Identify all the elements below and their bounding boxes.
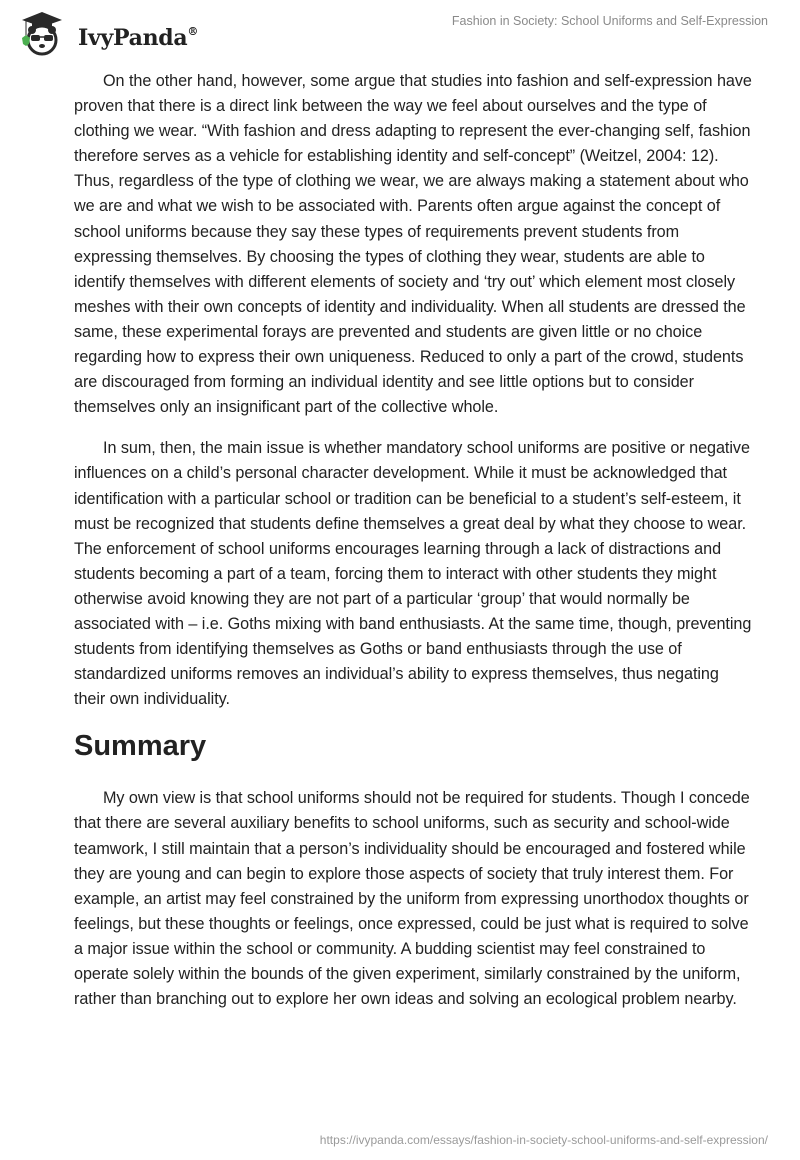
logo-wordmark: IvyPanda® — [78, 24, 199, 51]
section-heading-summary: Summary — [74, 730, 207, 763]
document-title: Fashion in Society: School Uniforms and Self-Expression — [451, 14, 768, 28]
panda-graduate-icon — [18, 8, 64, 61]
paragraph: On the other hand, however, some argue that studies into fashion and self-expression have proven that there is a direct link between the way we feel about ourselves and the type of clothing we wear. “With fashion and dress adapting to represent the ever-changing self, fashion therefore serves as a vehicle for establishing identity and self-concept” (Weitzel, 2004: 12). Thus, regardless of the type of clothing we wear, we are always making a statement about who we are and what we wish to be associated with. Parents often argue against the concept of school uniforms because they say these types of requirements prevent students from expressing themselves. By choosing the types of clothing they wear, students are able to identify themselves with different elements of society and ‘try out’ which element most closely meshes with their own concepts of identity and individuality. When all students are dressed the same, these experimental forays are prevented and students are given little or no choice regarding how to express their own uniqueness. Reduced to only a part of the crowd, students are discouraged from forming an individual identity and see little options but to consider themselves only an insignificant part of the collective whole. — [74, 72, 752, 417]
ivypanda-logo[interactable] — [18, 8, 198, 61]
essay-body — [74, 69, 754, 1028]
paragraph: My own view is that school uniforms should not be required for students. Though I concede that there are several auxiliary benefits to school uniforms, such as security and school-wide teamwork, I still maintain that a person’s individuality should be encouraged and fostered while they are young and can begin to explore those aspects of society that truly interest them. For example, an artist may feel constrained by the uniform from expressing unorthodox thoughts or feelings, but these thoughts or feelings, once expressed, could be just what is required to solve a major issue within the school or community. A budding scientist may feel constrained to operate solely within the bounds of the given experiment, similarly constrained by the uniform, rather than branching out to explore her own ideas and solving an ecological problem nearby. — [74, 789, 750, 1009]
source-url[interactable]: https://ivypanda.com/essays/fashion-in-society-school-uniforms-and-self-expression/ — [319, 1133, 768, 1147]
paragraph: In sum, then, the main issue is whether mandatory school uniforms are positive or negative influences on a child’s personal character development. While it must be acknowledged that identification with a particular school or tradition can be beneficial to a student’s self-esteem, it must be recognized that students define themselves a great deal by what they choose to wear. The enforcement of school uniforms encourages learning through a lack of distractions and students becoming a part of a team, forcing them to interact with other students they might otherwise avoid knowing they are not part of a particular ‘group’ that would normally be associated with – i.e. Goths mixing with band enthusiasts. At the same time, though, preventing students from identifying themselves as Goths or band enthusiasts through the use of standardized uniforms removes an individual’s ability to express themselves, thus negating their own individuality. — [74, 439, 752, 709]
page-header — [0, 0, 800, 62]
